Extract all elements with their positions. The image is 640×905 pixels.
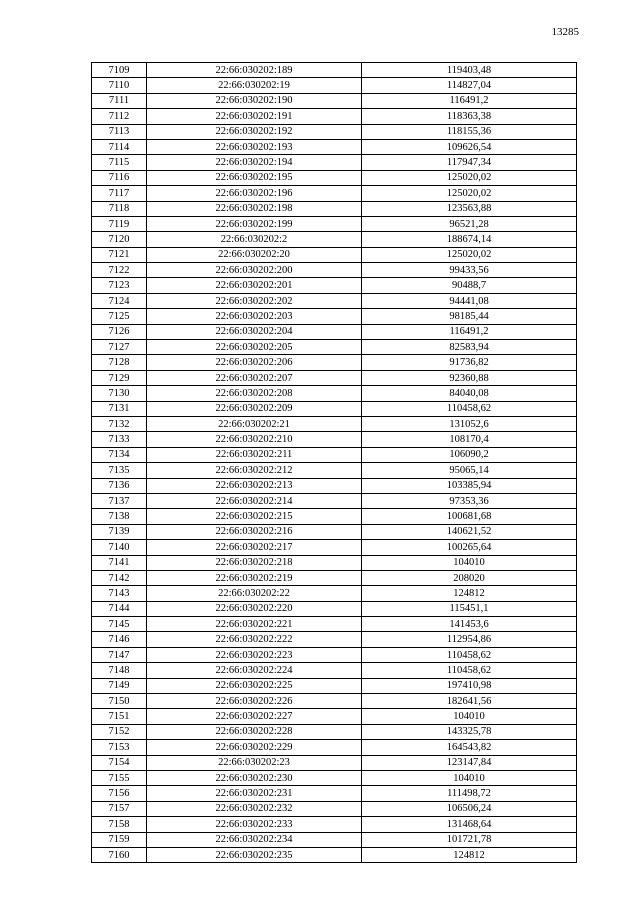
row-number-cell: 7126 (92, 324, 147, 339)
table-row (92, 463, 577, 478)
value-cell: 125020,02 (362, 170, 577, 185)
table-row (92, 309, 577, 324)
table-body (92, 63, 577, 863)
cadastral-number-cell: 22:66:030202:219 (147, 570, 362, 585)
cadastral-number-cell: 22:66:030202:222 (147, 632, 362, 647)
value-cell: 103385,94 (362, 478, 577, 493)
value-cell: 104010 (362, 709, 577, 724)
row-number-cell: 7145 (92, 617, 147, 632)
row-number-cell: 7110 (92, 78, 147, 93)
table-row (92, 540, 577, 555)
cadastral-number-cell: 22:66:030202:218 (147, 555, 362, 570)
table-row (92, 170, 577, 185)
value-cell: 92360,88 (362, 370, 577, 385)
cadastral-number-cell: 22:66:030202:193 (147, 139, 362, 154)
cadastral-number-cell: 22:66:030202:213 (147, 478, 362, 493)
table-row (92, 524, 577, 539)
value-cell: 90488,7 (362, 278, 577, 293)
row-number-cell: 7133 (92, 432, 147, 447)
value-cell: 95065,14 (362, 463, 577, 478)
value-cell: 109626,54 (362, 139, 577, 154)
value-cell: 124812 (362, 847, 577, 862)
table-row (92, 124, 577, 139)
table-row (92, 586, 577, 601)
table-row (92, 355, 577, 370)
table-row (92, 632, 577, 647)
value-cell: 96521,28 (362, 216, 577, 231)
value-cell: 131052,6 (362, 416, 577, 431)
table-row (92, 247, 577, 262)
cadastral-number-cell: 22:66:030202:189 (147, 63, 362, 78)
row-number-cell: 7112 (92, 109, 147, 124)
table-row (92, 617, 577, 632)
row-number-cell: 7148 (92, 663, 147, 678)
value-cell: 164543,82 (362, 740, 577, 755)
table-row (92, 432, 577, 447)
value-cell: 125020,02 (362, 247, 577, 262)
table-row (92, 647, 577, 662)
row-number-cell: 7130 (92, 386, 147, 401)
cadastral-number-cell: 22:66:030202:196 (147, 186, 362, 201)
value-cell: 118155,36 (362, 124, 577, 139)
value-cell: 112954,86 (362, 632, 577, 647)
cadastral-number-cell: 22:66:030202:221 (147, 617, 362, 632)
cadastral-number-cell: 22:66:030202:21 (147, 416, 362, 431)
table-row (92, 201, 577, 216)
cadastral-number-cell: 22:66:030202:202 (147, 293, 362, 308)
value-cell: 100681,68 (362, 509, 577, 524)
cadastral-number-cell: 22:66:030202:228 (147, 724, 362, 739)
page-number: 13285 (551, 26, 579, 38)
row-number-cell: 7147 (92, 647, 147, 662)
table-row (92, 801, 577, 816)
row-number-cell: 7137 (92, 493, 147, 508)
row-number-cell: 7134 (92, 447, 147, 462)
value-cell: 98185,44 (362, 309, 577, 324)
value-cell: 97353,36 (362, 493, 577, 508)
value-cell: 208020 (362, 570, 577, 585)
cadastral-number-cell: 22:66:030202:208 (147, 386, 362, 401)
value-cell: 116491,2 (362, 93, 577, 108)
cadastral-number-cell: 22:66:030202:22 (147, 586, 362, 601)
row-number-cell: 7159 (92, 832, 147, 847)
value-cell: 84040,08 (362, 386, 577, 401)
value-cell: 91736,82 (362, 355, 577, 370)
row-number-cell: 7109 (92, 63, 147, 78)
value-cell: 110458,62 (362, 647, 577, 662)
row-number-cell: 7135 (92, 463, 147, 478)
cadastral-number-cell: 22:66:030202:20 (147, 247, 362, 262)
row-number-cell: 7132 (92, 416, 147, 431)
cadastral-number-cell: 22:66:030202:210 (147, 432, 362, 447)
cadastral-number-cell: 22:66:030202:198 (147, 201, 362, 216)
value-cell: 140621,52 (362, 524, 577, 539)
cadastral-number-cell: 22:66:030202:234 (147, 832, 362, 847)
row-number-cell: 7142 (92, 570, 147, 585)
cadastral-number-cell: 22:66:030202:230 (147, 770, 362, 785)
value-cell: 82583,94 (362, 340, 577, 355)
row-number-cell: 7138 (92, 509, 147, 524)
table-row (92, 324, 577, 339)
row-number-cell: 7152 (92, 724, 147, 739)
value-cell: 94441,08 (362, 293, 577, 308)
table-row (92, 478, 577, 493)
cadastral-number-cell: 22:66:030202:192 (147, 124, 362, 139)
cadastral-number-cell: 22:66:030202:217 (147, 540, 362, 555)
value-cell: 100265,64 (362, 540, 577, 555)
cadastral-number-cell: 22:66:030202:233 (147, 817, 362, 832)
value-cell: 106090,2 (362, 447, 577, 462)
table-row (92, 740, 577, 755)
table-row (92, 216, 577, 231)
value-cell: 110458,62 (362, 401, 577, 416)
value-cell: 119403,48 (362, 63, 577, 78)
value-cell: 104010 (362, 770, 577, 785)
table-row (92, 386, 577, 401)
row-number-cell: 7153 (92, 740, 147, 755)
row-number-cell: 7136 (92, 478, 147, 493)
row-number-cell: 7139 (92, 524, 147, 539)
value-cell: 123147,84 (362, 755, 577, 770)
row-number-cell: 7115 (92, 155, 147, 170)
table-row (92, 509, 577, 524)
table-row (92, 678, 577, 693)
cadastral-number-cell: 22:66:030202:205 (147, 340, 362, 355)
row-number-cell: 7128 (92, 355, 147, 370)
cadastral-number-cell: 22:66:030202:203 (147, 309, 362, 324)
value-cell: 182641,56 (362, 694, 577, 709)
row-number-cell: 7143 (92, 586, 147, 601)
value-cell: 110458,62 (362, 663, 577, 678)
cadastral-number-cell: 22:66:030202:211 (147, 447, 362, 462)
value-cell: 141453,6 (362, 617, 577, 632)
cadastral-number-cell: 22:66:030202:23 (147, 755, 362, 770)
value-cell: 123563,88 (362, 201, 577, 216)
cadastral-number-cell: 22:66:030202:207 (147, 370, 362, 385)
table-row (92, 340, 577, 355)
cadastral-number-cell: 22:66:030202:235 (147, 847, 362, 862)
cadastral-number-cell: 22:66:030202:206 (147, 355, 362, 370)
cadastral-number-cell: 22:66:030202:2 (147, 232, 362, 247)
row-number-cell: 7122 (92, 263, 147, 278)
cadastral-number-cell: 22:66:030202:200 (147, 263, 362, 278)
cadastral-number-cell: 22:66:030202:215 (147, 509, 362, 524)
row-number-cell: 7158 (92, 817, 147, 832)
cadastral-number-cell: 22:66:030202:191 (147, 109, 362, 124)
value-cell: 131468,64 (362, 817, 577, 832)
row-number-cell: 7156 (92, 786, 147, 801)
value-cell: 143325,78 (362, 724, 577, 739)
data-table (91, 62, 577, 863)
row-number-cell: 7141 (92, 555, 147, 570)
cadastral-number-cell: 22:66:030202:204 (147, 324, 362, 339)
table-row (92, 232, 577, 247)
value-cell: 111498,72 (362, 786, 577, 801)
row-number-cell: 7120 (92, 232, 147, 247)
cadastral-number-cell: 22:66:030202:220 (147, 601, 362, 616)
value-cell: 106506,24 (362, 801, 577, 816)
row-number-cell: 7116 (92, 170, 147, 185)
cadastral-number-cell: 22:66:030202:195 (147, 170, 362, 185)
value-cell: 117947,34 (362, 155, 577, 170)
value-cell: 104010 (362, 555, 577, 570)
table-row (92, 786, 577, 801)
table-row (92, 447, 577, 462)
cadastral-number-cell: 22:66:030202:224 (147, 663, 362, 678)
value-cell: 101721,78 (362, 832, 577, 847)
table-row (92, 278, 577, 293)
table-row (92, 263, 577, 278)
table-row (92, 401, 577, 416)
cadastral-number-cell: 22:66:030202:227 (147, 709, 362, 724)
value-cell: 108170,4 (362, 432, 577, 447)
table-row (92, 817, 577, 832)
cadastral-number-cell: 22:66:030202:232 (147, 801, 362, 816)
cadastral-number-cell: 22:66:030202:212 (147, 463, 362, 478)
table-row (92, 63, 577, 78)
row-number-cell: 7125 (92, 309, 147, 324)
row-number-cell: 7121 (92, 247, 147, 262)
value-cell: 197410,98 (362, 678, 577, 693)
table-row (92, 663, 577, 678)
table-row (92, 847, 577, 862)
cadastral-number-cell: 22:66:030202:194 (147, 155, 362, 170)
table-row (92, 93, 577, 108)
row-number-cell: 7155 (92, 770, 147, 785)
table-row (92, 155, 577, 170)
table-row (92, 139, 577, 154)
table-row (92, 570, 577, 585)
cadastral-number-cell: 22:66:030202:216 (147, 524, 362, 539)
row-number-cell: 7118 (92, 201, 147, 216)
value-cell: 116491,2 (362, 324, 577, 339)
table-row (92, 832, 577, 847)
value-cell: 114827,04 (362, 78, 577, 93)
cadastral-number-cell: 22:66:030202:226 (147, 694, 362, 709)
table-row (92, 293, 577, 308)
row-number-cell: 7111 (92, 93, 147, 108)
table-row (92, 694, 577, 709)
table-row (92, 370, 577, 385)
row-number-cell: 7114 (92, 139, 147, 154)
row-number-cell: 7144 (92, 601, 147, 616)
row-number-cell: 7157 (92, 801, 147, 816)
row-number-cell: 7146 (92, 632, 147, 647)
cadastral-number-cell: 22:66:030202:201 (147, 278, 362, 293)
row-number-cell: 7127 (92, 340, 147, 355)
row-number-cell: 7129 (92, 370, 147, 385)
row-number-cell: 7151 (92, 709, 147, 724)
row-number-cell: 7154 (92, 755, 147, 770)
cadastral-number-cell: 22:66:030202:199 (147, 216, 362, 231)
value-cell: 118363,38 (362, 109, 577, 124)
row-number-cell: 7140 (92, 540, 147, 555)
row-number-cell: 7149 (92, 678, 147, 693)
cadastral-number-cell: 22:66:030202:190 (147, 93, 362, 108)
table-row (92, 770, 577, 785)
row-number-cell: 7113 (92, 124, 147, 139)
value-cell: 125020,02 (362, 186, 577, 201)
table-row (92, 493, 577, 508)
row-number-cell: 7119 (92, 216, 147, 231)
cadastral-number-cell: 22:66:030202:225 (147, 678, 362, 693)
table-row (92, 755, 577, 770)
value-cell: 188674,14 (362, 232, 577, 247)
table-row (92, 724, 577, 739)
table-row (92, 186, 577, 201)
row-number-cell: 7117 (92, 186, 147, 201)
table-row (92, 555, 577, 570)
value-cell: 99433,56 (362, 263, 577, 278)
row-number-cell: 7160 (92, 847, 147, 862)
row-number-cell: 7123 (92, 278, 147, 293)
table-row (92, 109, 577, 124)
value-cell: 115451,1 (362, 601, 577, 616)
cadastral-number-cell: 22:66:030202:19 (147, 78, 362, 93)
row-number-cell: 7150 (92, 694, 147, 709)
table-row (92, 416, 577, 431)
cadastral-number-cell: 22:66:030202:231 (147, 786, 362, 801)
cadastral-number-cell: 22:66:030202:214 (147, 493, 362, 508)
cadastral-number-cell: 22:66:030202:229 (147, 740, 362, 755)
row-number-cell: 7124 (92, 293, 147, 308)
table-row (92, 709, 577, 724)
table-row (92, 601, 577, 616)
cadastral-number-cell: 22:66:030202:209 (147, 401, 362, 416)
value-cell: 124812 (362, 586, 577, 601)
row-number-cell: 7131 (92, 401, 147, 416)
cadastral-number-cell: 22:66:030202:223 (147, 647, 362, 662)
table-row (92, 78, 577, 93)
